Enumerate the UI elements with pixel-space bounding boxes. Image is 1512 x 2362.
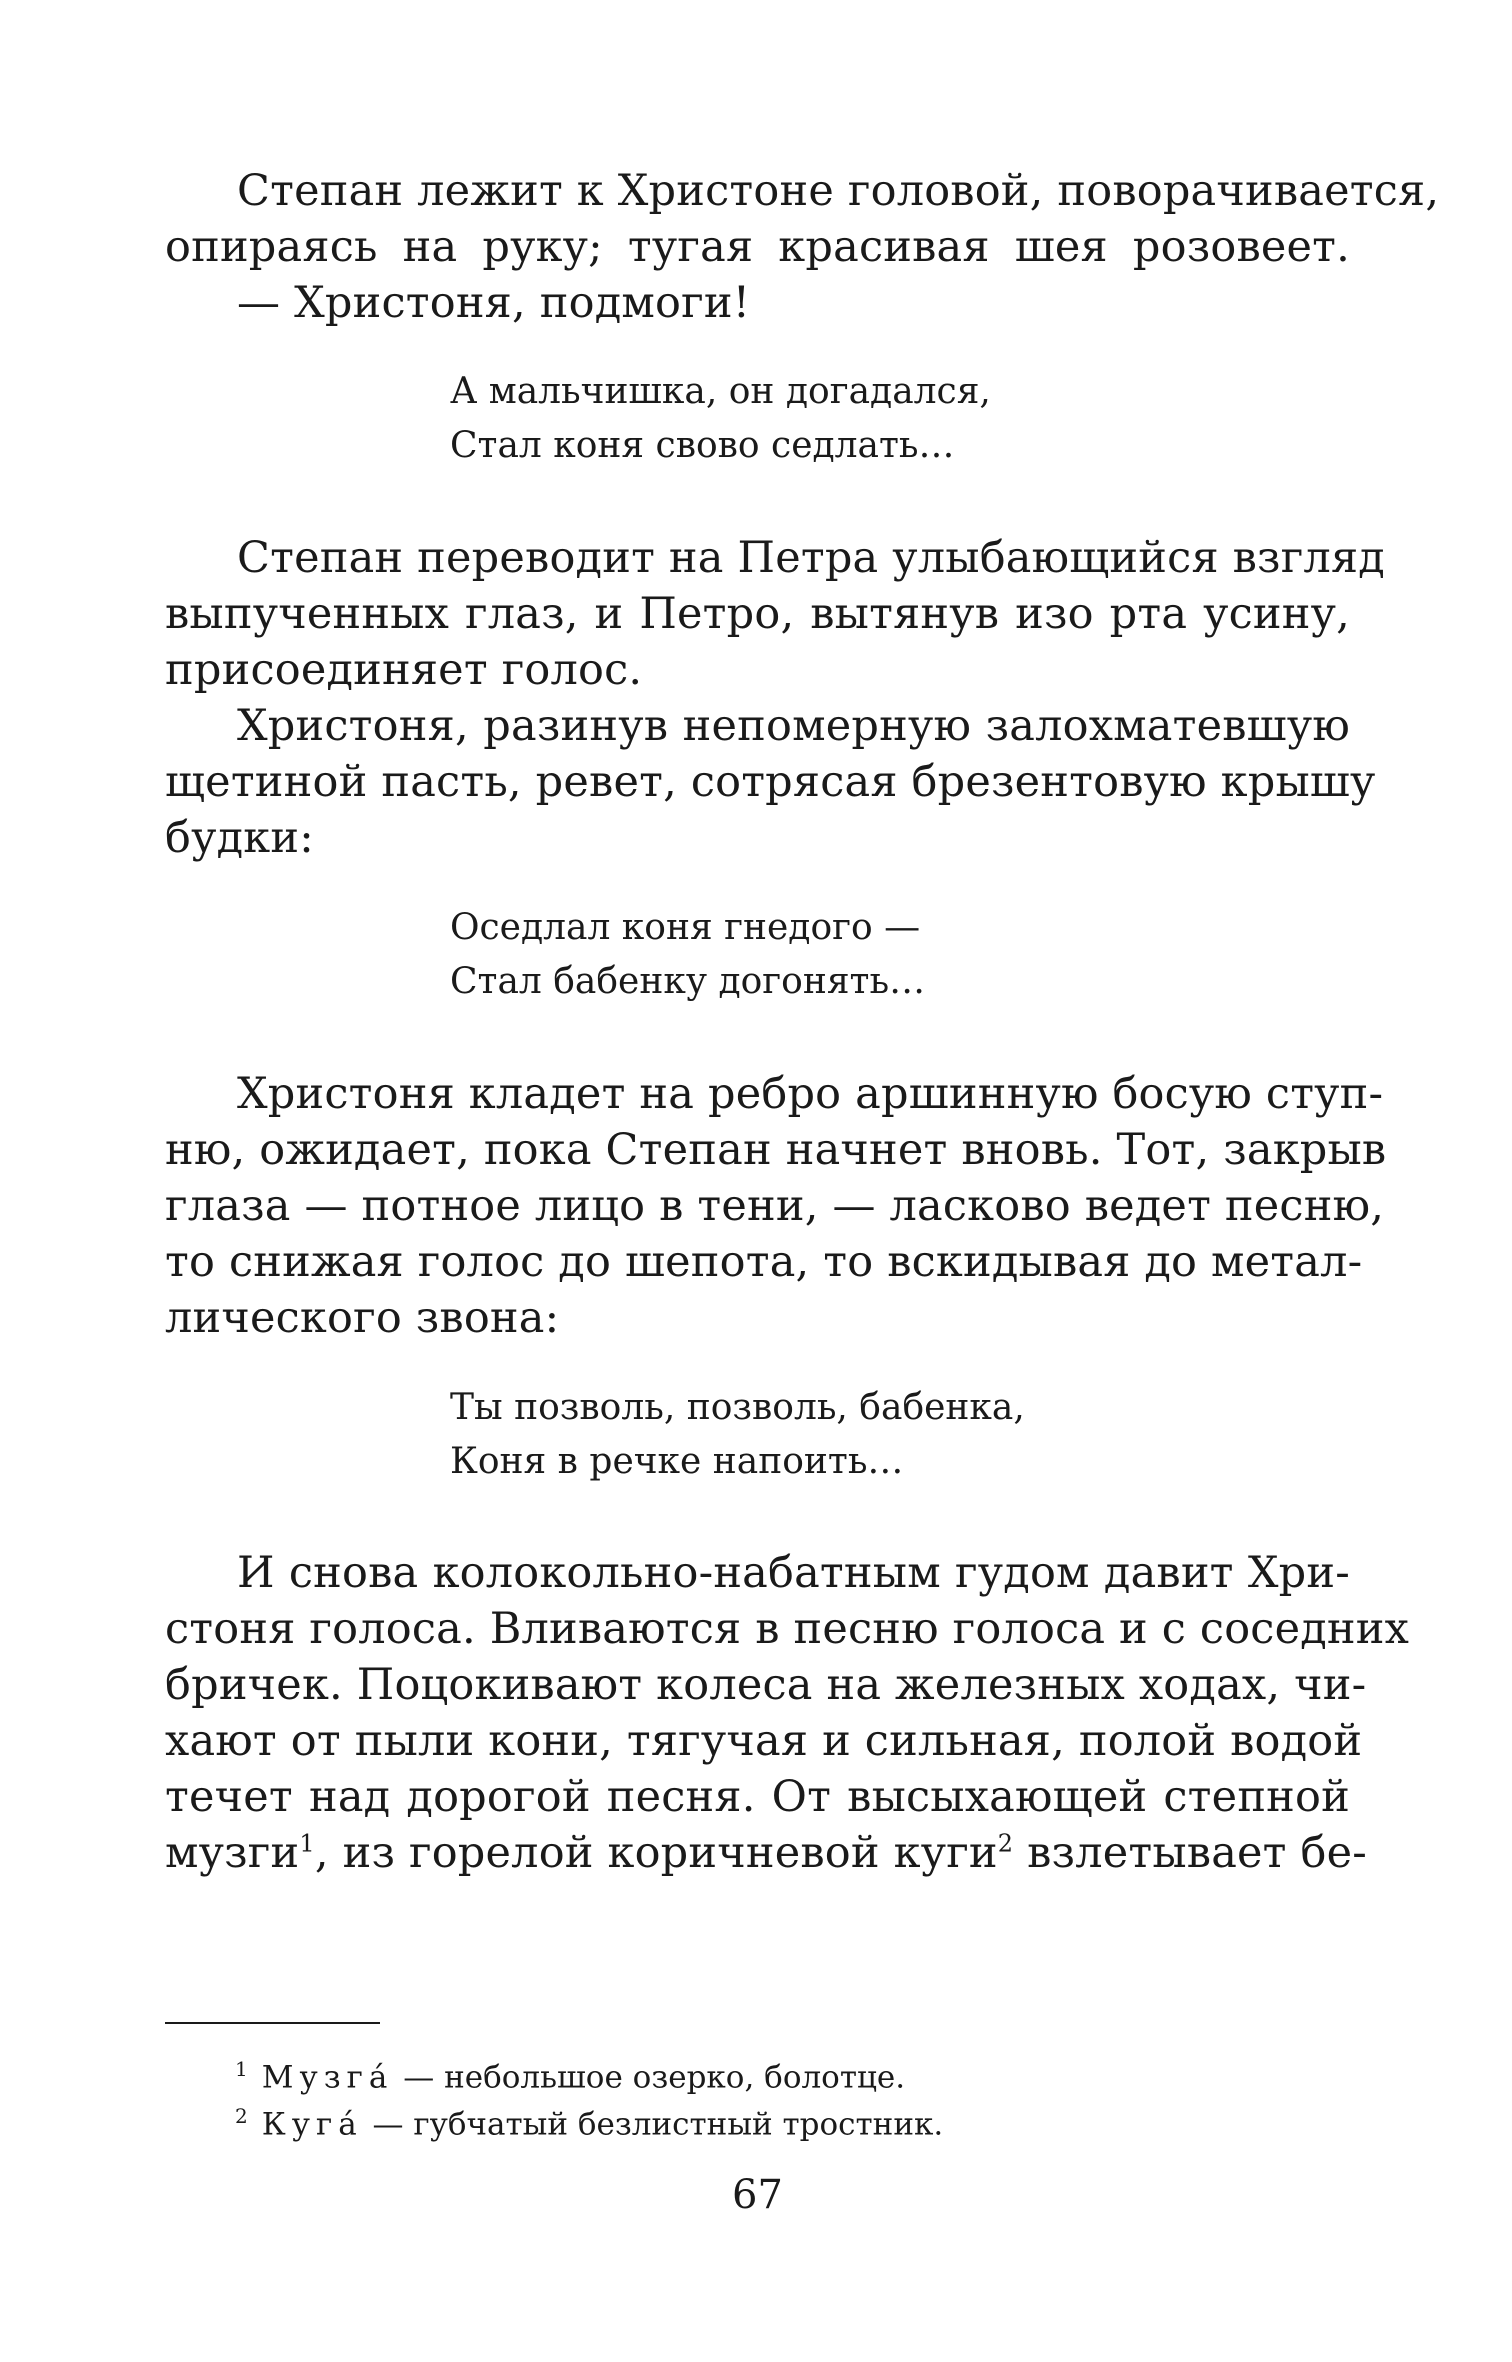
footnote-ref: 2 bbox=[997, 1829, 1014, 1858]
verse-line: Коня в речке напоить… bbox=[450, 1441, 904, 1482]
text-line: присоединяет голос. bbox=[165, 645, 643, 695]
word: музги bbox=[165, 1828, 300, 1878]
footnote-text: — губчатый безлистный тростник. bbox=[362, 2106, 944, 2143]
text-line: бричек. Поцокивают колеса на железных ходах, чи- bbox=[165, 1660, 1367, 1710]
text-line: стоня голоса. Вливаются в песню голоса и с соседних bbox=[165, 1604, 1410, 1654]
verse-line: А мальчишка, он догадался, bbox=[450, 371, 991, 412]
footnote-term: Музга́ bbox=[261, 2059, 394, 2096]
text-line: хают от пыли кони, тягучая и сильная, полой водой bbox=[165, 1716, 1363, 1766]
text-line: Степан лежит к Христоне головой, поворачивается, bbox=[237, 166, 1440, 216]
footnote-ref: 1 bbox=[299, 1829, 315, 1858]
word: взлетывает бе- bbox=[1013, 1828, 1367, 1878]
footnote bbox=[235, 2095, 943, 2145]
book-page bbox=[165, 0, 1440, 2362]
text-line: то снижая голос до шепота, то вскидывая до метал- bbox=[165, 1237, 1363, 1287]
text-line: будки: bbox=[165, 813, 314, 863]
footnote-divider bbox=[165, 2022, 380, 2024]
text-line: течет над дорогой песня. От высыхающей степной bbox=[165, 1772, 1350, 1822]
text-line: выпученных глаз, и Петро, вытянув изо рта усину, bbox=[165, 589, 1350, 639]
text-line: щетиной пасть, ревет, сотрясая брезентовую крышу bbox=[165, 757, 1376, 807]
text-line: лического звона: bbox=[165, 1293, 560, 1343]
text-line-with-footnote-refs bbox=[165, 1825, 1367, 1881]
text-line: глаза — потное лицо в тени, — ласково ведет песню, bbox=[165, 1181, 1385, 1231]
text-line: Христоня кладет на ребро аршинную босую ступ- bbox=[237, 1069, 1384, 1119]
text-line: Степан переводит на Петра улыбающийся взгляд bbox=[237, 533, 1385, 583]
footnote bbox=[235, 2048, 905, 2098]
dialogue-line: — Христоня, подмоги! bbox=[237, 278, 751, 328]
footnote-mark: 2 bbox=[235, 2104, 248, 2128]
text-line: ню, ожидает, пока Степан начнет вновь. Тот, закрыв bbox=[165, 1125, 1387, 1175]
page-number: 67 bbox=[732, 2172, 783, 2218]
verse-line: Ты позволь, позволь, бабенка, bbox=[450, 1387, 1025, 1428]
text-line: опираясь на руку; тугая красивая шея розовеет. bbox=[165, 222, 1350, 272]
verse-line: Стал коня свово седлать… bbox=[450, 425, 955, 466]
footnote-mark: 1 bbox=[235, 2057, 248, 2081]
verse-line: Оседлал коня гнедого — bbox=[450, 907, 921, 948]
text-line: И снова колокольно-набатным гудом давит Хри- bbox=[237, 1548, 1350, 1598]
footnote-term: Куга́ bbox=[261, 2106, 363, 2143]
footnote-text: — небольшое озерко, болотце. bbox=[393, 2059, 906, 2096]
word: , из горелой коричневой куги bbox=[314, 1828, 998, 1878]
verse-line: Стал бабенку догонять… bbox=[450, 961, 926, 1002]
text-line: Христоня, разинув непомерную залохматевшую bbox=[237, 701, 1350, 751]
